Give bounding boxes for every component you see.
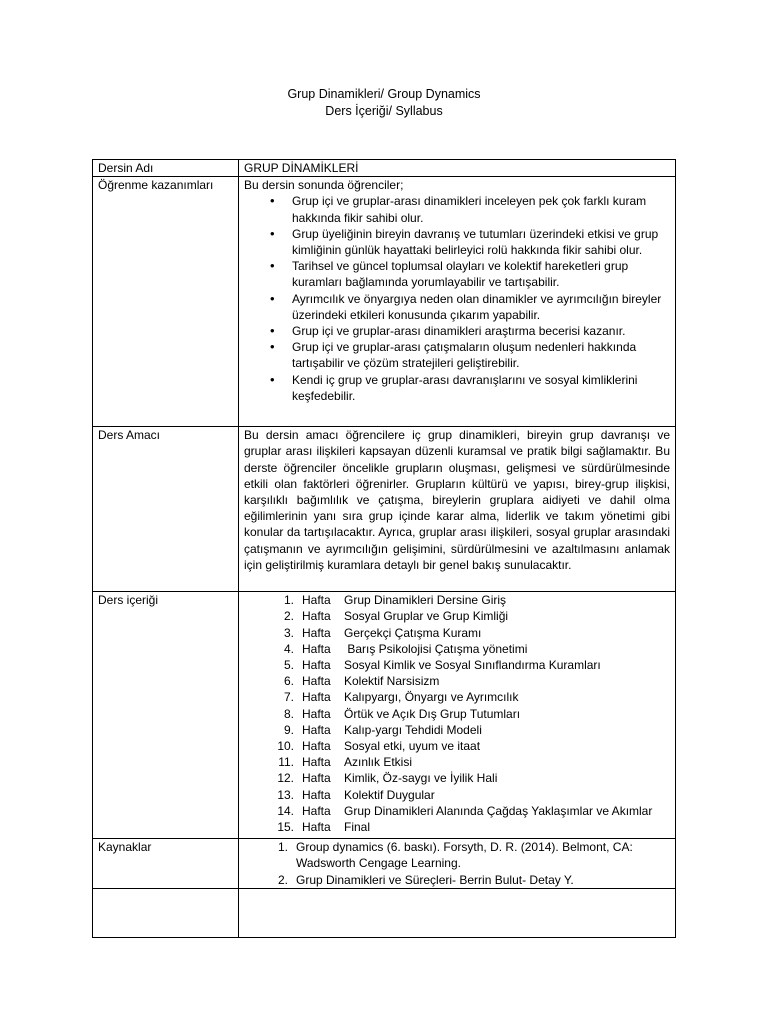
week-topic: Gerçekçi Çatışma Kuramı [344, 625, 482, 640]
week-label: Hafta [302, 820, 331, 835]
week-number: 5. [283, 658, 294, 673]
week-label: Hafta [302, 690, 331, 705]
reference-item [244, 872, 670, 888]
weekly-topic-item [244, 689, 670, 705]
learning-outcome-text: Tarihsel ve güncel toplumsal olayları ve kolektif hareketleri grup kuramları bağlamında yorumlayabilir ve tartışabilir. [292, 259, 629, 290]
empty-label-cell [93, 888, 239, 937]
week-number: 8. [283, 706, 294, 721]
learning-outcome-text: Grup içi ve gruplar-arası dinamikleri araştırma becerisi kazanır. [292, 324, 626, 339]
reference-item [244, 839, 670, 871]
row-course-name [93, 160, 676, 177]
week-number: 7. [283, 690, 294, 705]
week-label: Hafta [302, 609, 331, 624]
week-number: 10. [277, 739, 294, 754]
bullet-icon: • [270, 323, 275, 339]
learning-outcomes-list [244, 193, 670, 404]
week-label: Hafta [302, 803, 331, 818]
week-topic: Kimlik, Öz-saygı ve İyilik Hali [344, 771, 498, 786]
empty-value-cell [239, 888, 676, 937]
weekly-topic-item [244, 657, 670, 673]
learning-outcome-item [270, 193, 670, 225]
weekly-topic-item [244, 608, 670, 624]
weekly-topics-list [244, 592, 670, 835]
reference-text: Group dynamics (6. baskı). Forsyth, D. R. (2014). Belmont, CA: Wadsworth Cengage Learning. [296, 840, 633, 871]
week-topic: Örtük ve Açık Dış Grup Tutumları [344, 706, 521, 721]
weekly-topic-item [244, 787, 670, 803]
document-subtitle: Ders İçeriği/ Syllabus [325, 104, 443, 118]
course-aim-cell [239, 427, 676, 592]
week-topic: Grup Dinamikleri Dersine Giriş [344, 593, 507, 608]
weekly-topic-item [244, 592, 670, 608]
weekly-topic-item [244, 625, 670, 641]
week-topic: Kolektif Narsisizm [344, 674, 440, 689]
week-label: Hafta [302, 641, 331, 656]
week-number: 9. [283, 722, 294, 737]
reference-number: 1. [277, 840, 288, 855]
weekly-topic-item [244, 706, 670, 722]
week-topic: Sosyal etki, uyum ve itaat [344, 739, 481, 754]
learning-outcome-item [270, 290, 670, 323]
course-content-label: Ders içeriği [93, 592, 239, 839]
references-list [244, 839, 670, 888]
weekly-topic-item [244, 770, 670, 786]
syllabus-table [92, 159, 676, 938]
week-number: 11. [278, 755, 294, 770]
week-label: Hafta [302, 739, 331, 754]
row-references [93, 839, 676, 889]
row-empty [93, 888, 676, 937]
week-label: Hafta [302, 771, 331, 786]
learning-outcome-item [270, 371, 670, 404]
week-label: Hafta [302, 787, 331, 802]
week-label: Hafta [302, 755, 331, 770]
week-number: 13. [277, 787, 294, 802]
week-label: Hafta [302, 625, 331, 640]
week-number: 3. [283, 625, 294, 640]
week-label: Hafta [302, 593, 331, 608]
week-number: 12. [277, 771, 294, 786]
row-course-aim [93, 427, 676, 592]
week-topic: Kalıp-yargı Tehdidi Modeli [344, 722, 482, 737]
course-aim-text: Bu dersin amacı öğrencilere iç grup dinamikleri, bireyin grup davranışı ve gruplar arası ilişkileri kapsayan düzenli kuramsal ve pratik bilgi sağlamaktır. Bu derste öğrenciler öncelikle grupların oluşması, gelişmesi ve sürdürülmesinde etkili olan faktörleri öğrenirler. Grupların kültürü ve yapısı, birey-grup ilişkisi, karşılıklı bağımlılık ve çatışma, bireylerin gruplara aidiyeti ve dahil olma eğilimlerinin yanı sıra grup içinde karar alma, liderlik ve takım yönetimi gibi konular da tartışılacaktır. Ayrıca, gruplar arası ilişkileri, sosyal gruplar arasındaki çatışmanın ve ayrımcılığın gelişimini, sürdürülmesini ve azaltılmasını anlamak için geliştirilmiş kuramlara detaylı bir genel bakış sunulacaktır. [244, 428, 670, 572]
week-label: Hafta [302, 658, 331, 673]
weekly-topic-item [244, 641, 670, 657]
learning-outcome-text: Kendi iç grup ve gruplar-arası davranışlarını ve sosyal kimliklerini keşfedebilir. [292, 372, 638, 403]
week-topic: Barış Psikolojisi Çatışma yönetimi [344, 641, 528, 656]
learning-outcome-text: Grup üyeliğinin bireyin davranış ve tutumları üzerindeki etkisi ve grup kimliğinin günlük hayattaki belirleyici rolü hakkında fikir sahibi olur. [292, 226, 659, 258]
learning-outcome-item [270, 225, 670, 258]
week-topic: Sosyal Gruplar ve Grup Kimliği [344, 609, 509, 624]
week-topic: Kolektif Duygular [344, 787, 435, 802]
week-number: 14. [277, 803, 294, 818]
week-label: Hafta [302, 722, 331, 737]
bullet-icon: • [270, 258, 275, 274]
week-topic: Azınlık Etkisi [344, 755, 413, 770]
row-course-content [93, 592, 676, 839]
bullet-icon: • [270, 339, 275, 355]
week-label: Hafta [302, 674, 331, 689]
course-content-cell [239, 592, 676, 839]
week-number: 15. [277, 820, 294, 835]
course-name-label: Dersin Adı [93, 160, 239, 177]
references-label: Kaynaklar [93, 839, 239, 889]
document-title: Grup Dinamikleri/ Group Dynamics [287, 87, 481, 101]
bullet-icon: • [270, 193, 275, 209]
bullet-icon: • [270, 225, 275, 241]
bullet-icon: • [270, 290, 275, 306]
course-aim-label: Ders Amacı [93, 427, 239, 592]
bullet-icon: • [270, 371, 275, 387]
learning-outcomes-label: Öğrenme kazanımları [93, 177, 239, 427]
learning-outcome-item [270, 258, 670, 290]
course-name-value: GRUP DİNAMİKLERİ [239, 160, 676, 177]
weekly-topic-item [244, 673, 670, 689]
weekly-topic-item [244, 819, 670, 835]
reference-text: Grup Dinamikleri ve Süreçleri- Berrin Bulut- Detay Y. [296, 872, 574, 887]
reference-number: 2. [277, 872, 288, 887]
learning-outcome-text: Grup içi ve gruplar-arası dinamikleri inceleyen pek çok farklı kuram hakkında fikir sahibi olur. [292, 194, 647, 225]
week-topic: Sosyal Kimlik ve Sosyal Sınıflandırma Kuramları [344, 658, 601, 673]
week-topic: Grup Dinamikleri Alanında Çağdaş Yaklaşımlar ve Akımlar [344, 803, 653, 818]
references-cell [239, 839, 676, 889]
learning-outcomes-intro: Bu dersin sonunda öğrenciler; [244, 178, 404, 193]
learning-outcome-item [270, 323, 670, 339]
week-label: Hafta [302, 706, 331, 721]
week-topic: Final [344, 820, 371, 835]
weekly-topic-item [244, 722, 670, 738]
weekly-topic-item [244, 803, 670, 819]
document-header [0, 86, 768, 120]
week-number: 1. [283, 593, 294, 608]
weekly-topic-item [244, 754, 670, 770]
row-learning-outcomes [93, 177, 676, 427]
weekly-topic-item [244, 738, 670, 754]
week-topic: Kalıpyargı, Önyargı ve Ayrımcılık [344, 690, 519, 705]
learning-outcome-text: Grup içi ve gruplar-arası çatışmaların oluşum nedenleri hakkında tartışabilir ve çözüm stratejileri geliştirebilir. [292, 340, 637, 371]
week-number: 4. [283, 641, 294, 656]
learning-outcomes-cell [239, 177, 676, 427]
learning-outcome-text: Ayrımcılık ve önyargıya neden olan dinamikler ve ayrımcılığın bireyler üzerindeki etkileri konusunda çıkarım yapabilir. [292, 291, 662, 322]
learning-outcome-item [270, 339, 670, 371]
week-number: 6. [283, 674, 294, 689]
week-number: 2. [283, 609, 294, 624]
